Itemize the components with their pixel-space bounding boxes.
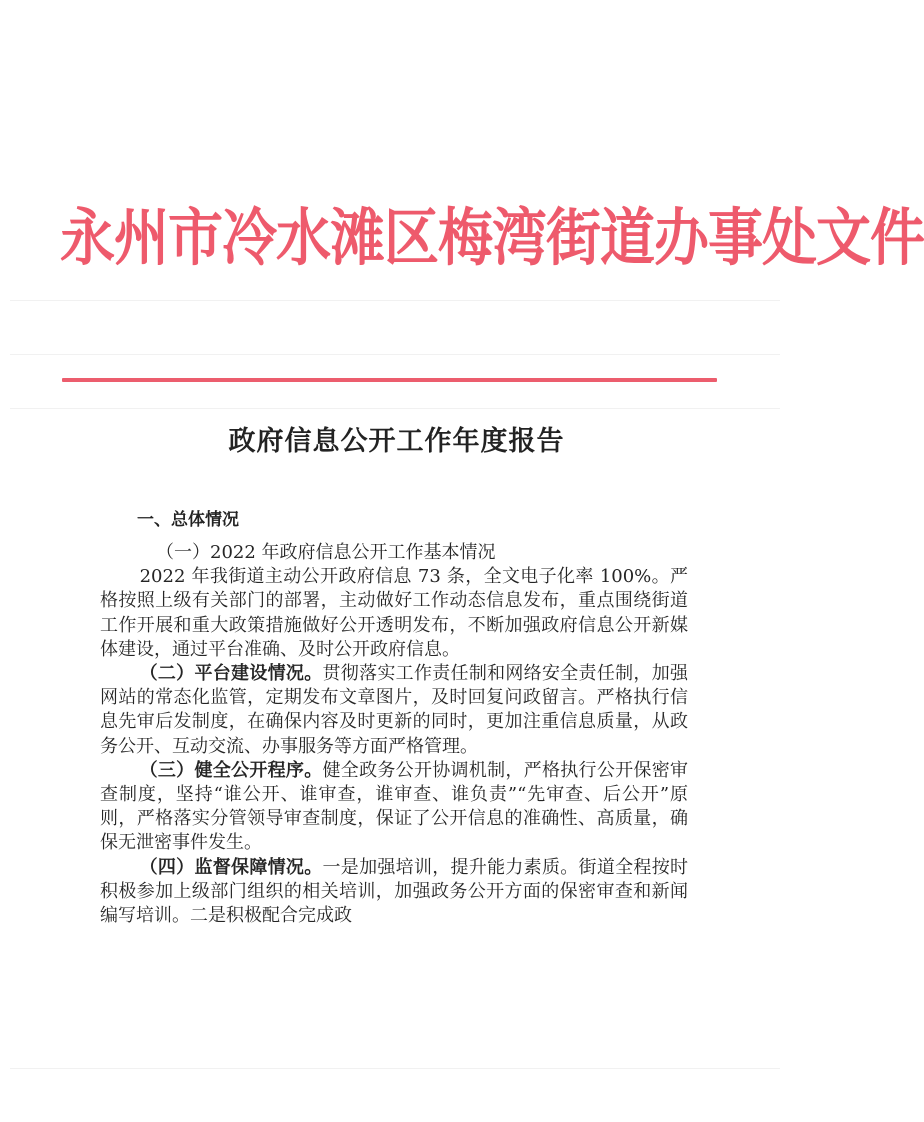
paragraph	[100, 662, 688, 759]
scan-line	[10, 1068, 780, 1069]
paragraph-text: 一是加强培训，提升能力素质。街道全程按时积极参加上级部门组织的相关培训，加强政务公开方面的保密审查和新闻编写培训。二是积极配合完成政	[100, 856, 689, 927]
section-heading: 一、总体情况	[137, 510, 239, 530]
paragraph-lead: （三）健全公开程序。	[139, 759, 323, 781]
document-title: 政府信息公开工作年度报告	[228, 426, 565, 457]
scan-line	[10, 408, 780, 409]
paragraph-lead: （四）监督保障情况。	[139, 856, 323, 878]
scan-line	[10, 300, 780, 301]
paragraph	[100, 856, 688, 929]
subsection-title: （一）2022 年政府信息公开工作基本情况	[156, 542, 496, 563]
paragraph-lead: （二）平台建设情况。	[139, 663, 323, 685]
paragraph-text: 健全政务公开协调机制，严格执行公开保密审查制度，坚持“谁公开、谁审查，谁审查、谁负责”“先审查、后公开”原则，严格落实分管领导审查制度，保证了公开信息的准确性、高质量，确保无泄密事件发生。	[100, 759, 689, 854]
paragraph	[100, 759, 688, 856]
scan-line	[10, 354, 780, 355]
document-body	[100, 541, 688, 928]
red-separator-line	[62, 378, 717, 382]
paragraph-text: 贯彻落实工作责任制和网络安全责任制，加强网站的常态化监管，定期发布文章图片，及时回复问政留言。严格执行信息先审后发制度，在确保内容及时更新的同时，更加注重信息质量，从政务公开、互动交流、办事服务等方面严格管理。	[100, 663, 689, 757]
document-masthead: 永州市冷水滩区梅湾街道办事处文件	[60, 200, 924, 274]
paragraph: 2022 年我街道主动公开政府信息 73 条，全文电子化率 100%。严格按照上级有关部门的部署，主动做好工作动态信息发布，重点围绕街道工作开展和重大政策措施做好公开透明发布，不断加强政府信息公开新媒体建设，通过平台准确、及时公开政府信息。	[100, 566, 688, 660]
